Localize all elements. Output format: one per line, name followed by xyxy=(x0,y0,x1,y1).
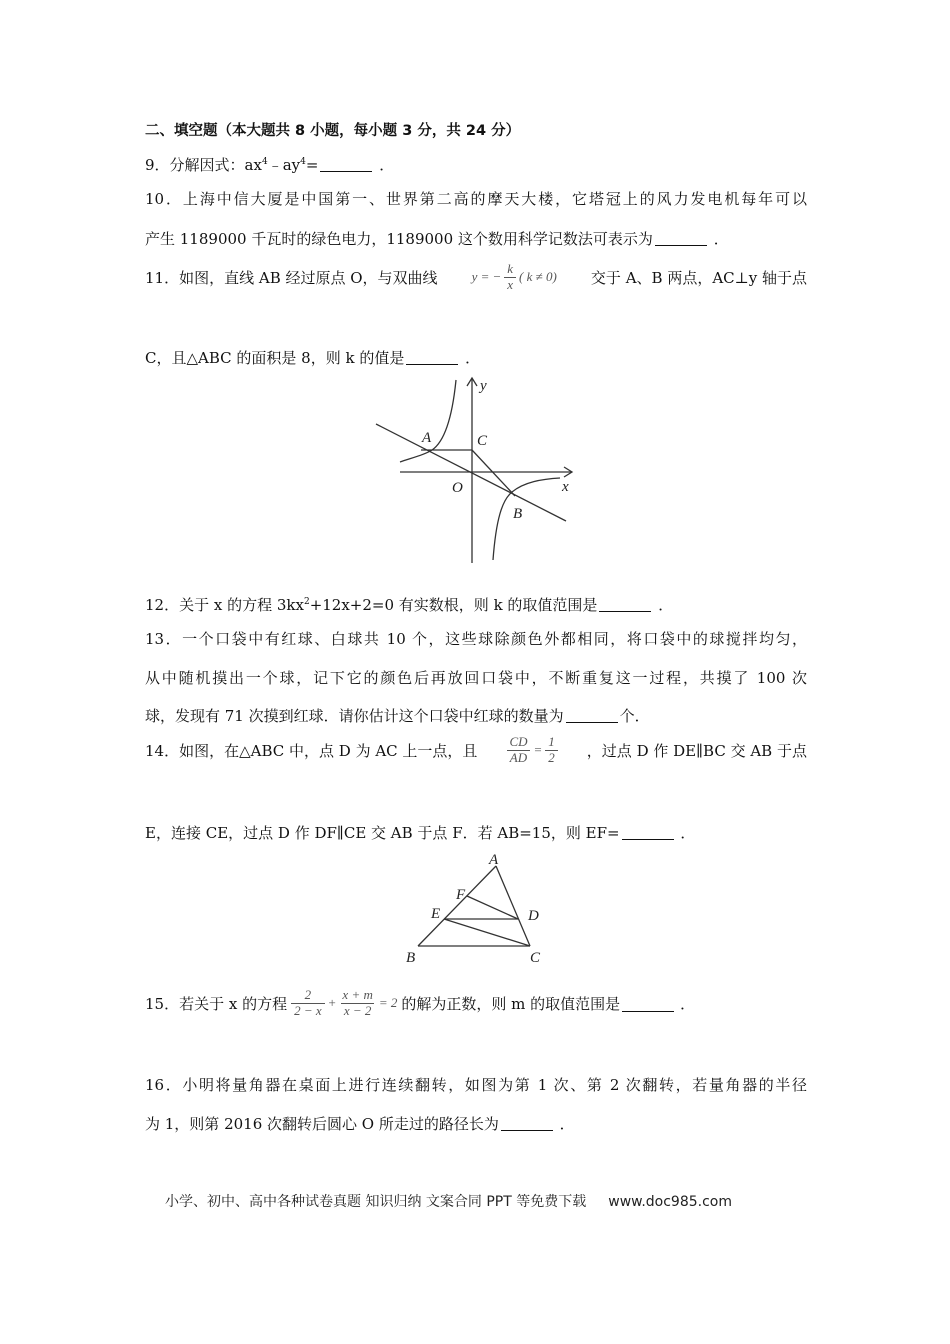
q15-suffix-text: 的解为正数，则 m 的取值范围是 xyxy=(401,994,621,1013)
ratio-eq: = xyxy=(533,742,543,758)
eq-num-1: 2 xyxy=(304,987,312,1002)
hyperbola-formula xyxy=(472,262,557,293)
page-footer xyxy=(165,1191,732,1211)
q16-line2-prefix: 为 1，则第 2016 次翻转后圆心 O 所走过的路径长为 xyxy=(145,1115,499,1133)
ratio-frac-2 xyxy=(545,735,558,766)
q14-line2 xyxy=(145,822,695,843)
q9-mid: ﹣ay xyxy=(267,156,301,174)
q16-line2 xyxy=(145,1113,575,1134)
q10-line2 xyxy=(145,228,729,249)
ratio-den-2: 2 xyxy=(545,750,558,766)
answer-blank xyxy=(406,350,458,365)
formula-num: k xyxy=(507,261,513,276)
label-c: C xyxy=(477,433,488,449)
q16-suffix: ． xyxy=(559,1115,575,1133)
ratio-num-1: CD xyxy=(509,734,528,749)
q14-prefix: 14．如图，在△ABC 中，点 D 为 AC 上一点，且 xyxy=(145,741,478,760)
label-x: x xyxy=(562,479,569,495)
label-y: y xyxy=(480,378,487,394)
label-d: D xyxy=(528,908,539,924)
q14-line1 xyxy=(145,735,807,770)
label-b: B xyxy=(513,506,523,522)
q12-prefix: 12．关于 x 的方程 3kx xyxy=(145,596,304,614)
answer-blank xyxy=(622,825,674,840)
q9-eq: = xyxy=(305,156,319,174)
segment-ce xyxy=(444,919,530,946)
eq-den-1: 2 − x xyxy=(291,1003,325,1019)
eq-rhs: = 2 xyxy=(378,995,398,1011)
q10-line2-prefix: 产生 1189000 千瓦时的绿色电力，1189000 这个数用科学记数法可表示为 xyxy=(145,230,653,248)
answer-blank xyxy=(622,997,674,1012)
label-a: A xyxy=(422,430,432,446)
ratio-den-1: AD xyxy=(507,750,530,766)
q13-suffix: 个． xyxy=(619,707,650,725)
formula-den: x xyxy=(504,277,516,293)
eq-frac-2 xyxy=(339,988,375,1019)
q13-line3-prefix: 球，发现有 71 次摸到红球．请你估计这个口袋中红球的数量为 xyxy=(145,707,564,725)
q14-line2-prefix: E，连接 CE，过点 D 作 DF∥CE 交 AB 于点 F．若 AB=15，则 EF= xyxy=(145,824,620,842)
q12-suffix: ． xyxy=(658,596,674,614)
question-9 xyxy=(145,154,394,175)
q14-suffix: ． xyxy=(680,824,696,842)
q16-line1: 16．小明将量角器在桌面上进行连续翻转，如图为第 1 次、第 2 次翻转，若量角器的半径 xyxy=(145,1076,807,1094)
segment-bc xyxy=(472,450,515,496)
q14-suffix1: ，过点 D 作 DE∥BC 交 AB 于点 xyxy=(586,741,807,760)
q10-suffix: ． xyxy=(713,230,729,248)
q11-line1 xyxy=(145,262,807,297)
q11-suffix1: 交于 A、B 两点，AC⊥y 轴于点 xyxy=(590,268,807,287)
answer-blank xyxy=(599,597,651,612)
equation-formula xyxy=(291,988,397,1019)
hyperbola-figure xyxy=(370,370,585,570)
side-ab xyxy=(418,866,496,946)
q12-rest: +12x+2=0 有实数根，则 k 的取值范围是 xyxy=(309,596,598,614)
answer-blank xyxy=(655,231,707,246)
q11-line2-prefix: C，且△ABC 的面积是 8，则 k 的值是 xyxy=(145,349,405,367)
eq-plus: + xyxy=(327,995,337,1011)
formula-sign: − xyxy=(492,269,502,285)
q11-prefix: 11．如图，直线 AB 经过原点 O，与双曲线 xyxy=(145,268,438,287)
eq-den-2: x − 2 xyxy=(341,1003,375,1019)
label-c: C xyxy=(530,950,541,966)
q11-line2 xyxy=(145,347,480,368)
q10-line1: 10．上海中信大厦是中国第一、世界第二高的摩天大楼，它塔冠上的风力发电机每年可以 xyxy=(145,190,807,208)
q13-line1: 13．一个口袋中有红球、白球共 10 个，这些球除颜色外都相同，将口袋中的球搅拌均匀， xyxy=(145,630,807,648)
side-ac xyxy=(496,866,530,946)
q9-suffix: ． xyxy=(379,156,395,174)
q12-exp: 2 xyxy=(303,597,310,607)
q9-exp2: 4 xyxy=(300,157,306,167)
formula-condition: ( k ≠ 0) xyxy=(519,269,557,285)
answer-blank xyxy=(501,1116,553,1131)
q15-suffix: ． xyxy=(680,994,696,1013)
formula-lhs: y = xyxy=(471,269,490,285)
triangle-figure xyxy=(400,848,560,970)
answer-blank xyxy=(566,708,618,723)
q15-prefix: 15．若关于 x 的方程 xyxy=(145,994,288,1013)
footer-url[interactable]: www.doc985.com xyxy=(608,1194,732,1210)
label-b: B xyxy=(406,950,416,966)
label-o: O xyxy=(452,480,463,496)
question-15 xyxy=(145,988,695,1023)
footer-text: 小学、初中、高中各种试卷真题 知识归纳 文案合同 PPT 等免费下载 xyxy=(165,1194,587,1210)
label-a: A xyxy=(489,852,499,868)
ratio-formula xyxy=(506,735,557,766)
hyperbola-branch-lower-right xyxy=(493,478,560,560)
eq-frac-1 xyxy=(291,988,325,1019)
q11-suffix: ． xyxy=(465,349,481,367)
q13-line2: 从中随机摸出一个球，记下它的颜色后再放回口袋中，不断重复这一过程，共摸了 100 次 xyxy=(145,669,807,687)
answer-blank xyxy=(320,157,372,172)
formula-fraction xyxy=(504,262,516,293)
ratio-num-2: 1 xyxy=(548,734,555,749)
section-heading: 二、填空题（本大题共 8 小题，每小题 3 分，共 24 分） xyxy=(145,123,521,139)
q9-exp1: 4 xyxy=(261,157,268,167)
label-e: E xyxy=(431,906,441,922)
eq-num-2: x + m xyxy=(342,987,373,1002)
question-12 xyxy=(145,594,673,615)
q9-prefix: 9．分解因式：ax xyxy=(145,156,262,174)
q13-line3 xyxy=(145,705,650,726)
ratio-frac-1 xyxy=(506,735,530,766)
label-f: F xyxy=(456,887,466,903)
